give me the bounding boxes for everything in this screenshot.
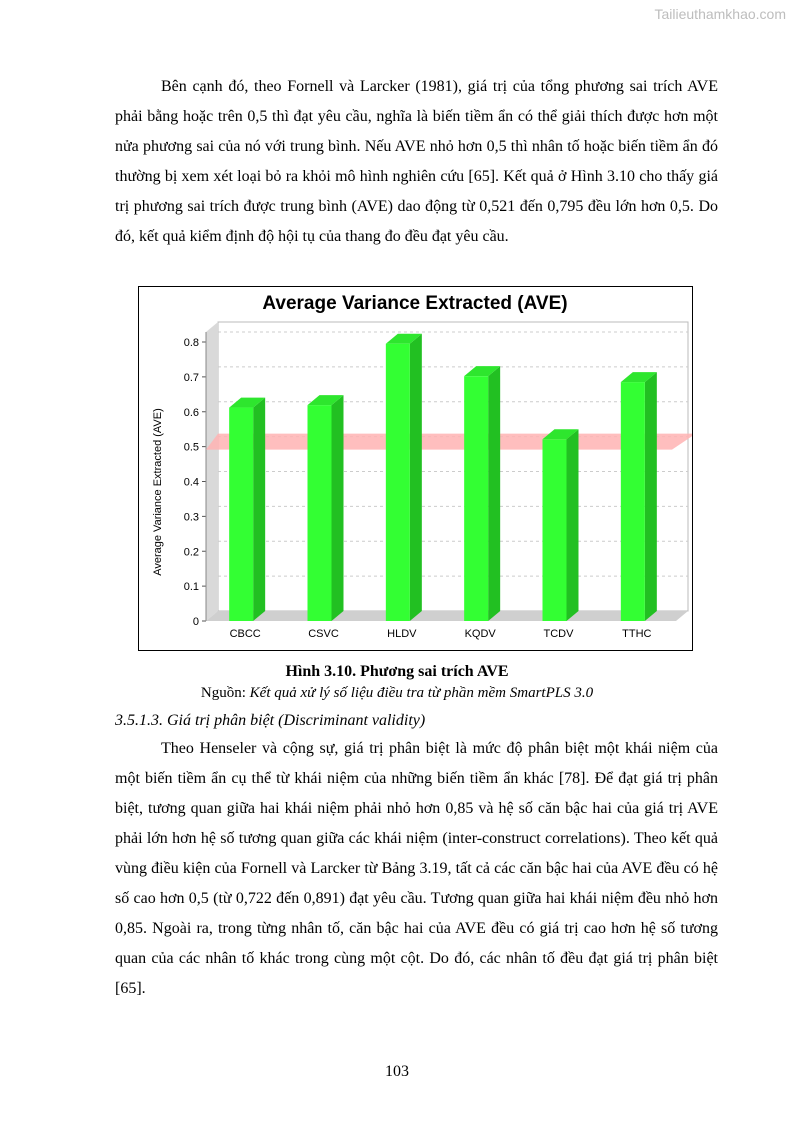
section-subheading: 3.5.1.3. Giá trị phân biệt (Discriminant validity): [115, 712, 426, 729]
x-tick-label: TCDV: [543, 628, 574, 640]
bar-side: [645, 372, 657, 621]
y-axis-label: Average Variance Extracted (AVE): [152, 408, 164, 576]
bar: [229, 408, 253, 621]
ave-chart: [138, 286, 693, 651]
figure-source: [0, 685, 794, 702]
y-tick-label: 0.1: [183, 581, 199, 594]
bar: [543, 439, 567, 621]
x-tick-label: KQDV: [464, 628, 496, 640]
figure-source-text: Kết quả xử lý số liệu điều tra từ phần mềm SmartPLS 3.0: [249, 685, 594, 701]
y-tick-label: 0.5: [183, 441, 199, 454]
x-tick-label: CBCC: [229, 628, 261, 640]
threshold-band: [206, 434, 692, 450]
y-tick-label: 0.3: [183, 511, 199, 524]
bar-side: [253, 398, 265, 621]
y-tick-label: 0.4: [183, 476, 199, 489]
ave-bar-chart-svg: [139, 287, 692, 650]
bar: [621, 382, 645, 621]
figure-caption: Hình 3.10. Phương sai trích AVE: [285, 663, 509, 680]
y-tick-label: 0: [192, 616, 199, 628]
x-tick-label: HLDV: [387, 628, 417, 640]
bar-side: [488, 366, 500, 621]
y-tick-label: 0.6: [183, 406, 199, 419]
x-tick-label: CSVC: [308, 628, 339, 640]
bar: [386, 344, 410, 621]
paragraph-discriminant-validity: Theo Henseler và cộng sự, giá trị phân biệt là mức độ phân biệt một khái niệm của một biến tiềm ẩn cụ thể từ khái niệm của những biến tiềm ẩn khác [78]. Để đạt giá trị phân biệt, tương quan giữa hai khái niệm phải nhỏ hơn 0,85 và hệ số căn bậc hai của giá trị AVE phải lớn hơn hệ số tương quan giữa các khái niệm (inter-construct correlations). Theo kết quả vùng điều kiện của Fornell và Larcker từ Bảng 3.19, tất cả các căn bậc hai của AVE đều có hệ số cao hơn 0,5 (từ 0,722 đến 0,891) đạt yêu cầu. Tương quan giữa hai khái niệm đều nhỏ hơn 0,85. Ngoài ra, trong từng nhân tố, căn bậc hai của AVE đều có giá trị cao hơn hệ số tương quan của các nhân tố khác trong cùng một cột. Do đó, các nhân tố đều đạt giá trị phân biệt [65].: [115, 740, 718, 997]
page-number: 103: [385, 1063, 409, 1080]
chart-title: Average Variance Extracted (AVE): [262, 293, 568, 314]
plot-floor: [206, 611, 688, 621]
plot-left-wall: [206, 322, 218, 621]
y-tick-label: 0.2: [183, 546, 199, 559]
bar-side: [410, 334, 422, 621]
y-tick-label: 0.8: [183, 337, 199, 349]
watermark: Tailieuthamkhao.com: [654, 6, 786, 22]
x-tick-label: TTHC: [622, 628, 652, 640]
plot-back-wall: [218, 322, 688, 611]
figure-source-label: Nguồn:: [200, 685, 246, 701]
bar-side: [567, 429, 579, 621]
paragraph-ave-criteria: Bên cạnh đó, theo Fornell và Larcker (1981), giá trị của tổng phương sai trích AVE phải bằng hoặc trên 0,5 thì đạt yêu cầu, nghĩa là biến tiềm ẩn có thể giải thích được hơn một nửa phương sai của nó với trung bình. Nếu AVE nhỏ hơn 0,5 thì nhân tố hoặc biến tiềm ẩn đó thường bị xem xét loại bỏ ra khỏi mô hình nghiên cứu [65]. Kết quả ở Hình 3.10 cho thấy giá trị phương sai trích được trung bình (AVE) dao động từ 0,521 đến 0,795 đều lớn hơn 0,5. Do đó, kết quả kiểm định độ hội tụ của thang đo đều đạt yêu cầu.: [115, 78, 718, 245]
bar-side: [332, 395, 344, 621]
bar: [308, 405, 332, 621]
y-tick-label: 0.7: [183, 371, 199, 384]
bar: [464, 376, 488, 621]
